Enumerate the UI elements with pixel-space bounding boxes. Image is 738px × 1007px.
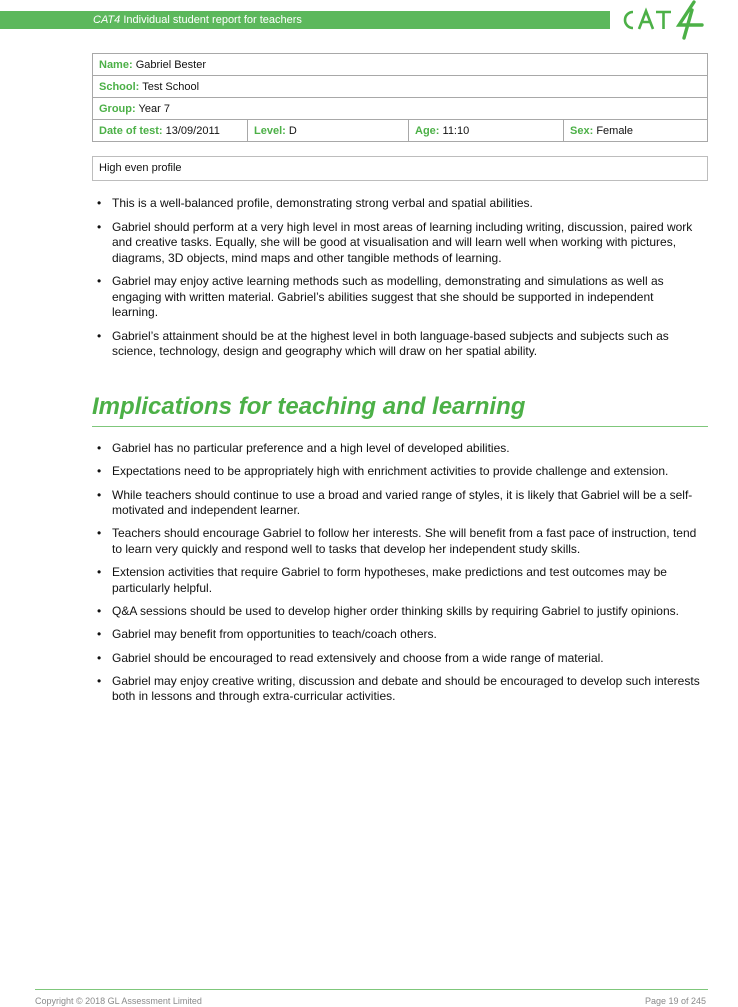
group-cell: [93, 98, 708, 120]
list-item: • Gabriel may enjoy creative writing, discussion and debate and should be encouraged to develop such interests both in lessons and through extra-curricular activities.: [92, 674, 702, 705]
heading-divider: [92, 426, 708, 427]
list-item: • Gabriel may enjoy active learning methods such as modelling, demonstrating and simulations as well as engaging with written material. Gabriel’s abilities suggest that she should be supported in independent learning.: [92, 274, 702, 321]
school-cell: [93, 76, 708, 98]
name-label: Name:: [99, 58, 133, 71]
header-bar: [0, 11, 610, 29]
list-item: • Teachers should encourage Gabriel to follow her interests. She will benefit from a fast pace of instruction, tend to learn very quickly and respond well to tasks that develop her independent study skills.: [92, 526, 702, 557]
date-value: 13/09/2011: [165, 124, 220, 137]
name-row: [93, 54, 708, 76]
list-item: • Gabriel may benefit from opportunities to teach/coach others.: [92, 627, 702, 643]
list-item: • Q&A sessions should be used to develop higher order thinking skills by requiring Gabriel to justify opinions.: [92, 604, 702, 620]
sex-value: Female: [596, 124, 633, 137]
section-heading: Implications for teaching and learning: [92, 393, 526, 420]
list-item: • Gabriel should perform at a very high level in most areas of learning including writing, discussion, paired work and creative tasks. Equally, she will be good at visualisation and will learn well when working with pictures, diagrams, 3D objects, mind maps and other tangible methods of learning.: [92, 220, 702, 267]
date-cell: [93, 120, 248, 142]
age-value: 11:10: [442, 124, 470, 137]
list-item: • Extension activities that require Gabriel to form hypotheses, make predictions and test outcomes may be particularly helpful.: [92, 565, 702, 596]
list-item: • Gabriel should be encouraged to read extensively and choose from a wide range of material.: [92, 651, 702, 667]
page-number: Page 19 of 245: [644, 996, 706, 1006]
age-cell: [409, 120, 564, 142]
school-value: Test School: [142, 80, 200, 93]
list-item: • Gabriel’s attainment should be at the highest level in both language-based subjects and subjects such as science, technology, design and geography which will draw on her spatial ability.: [92, 329, 702, 360]
report-title-cat4: CAT4: [93, 14, 121, 26]
school-label: School:: [99, 80, 140, 93]
student-info-table: [92, 53, 708, 142]
age-label: Age:: [415, 124, 440, 137]
group-label: Group:: [99, 102, 136, 115]
date-label: Date of test:: [99, 124, 163, 137]
list-item: • While teachers should continue to use a broad and varied range of styles, it is likely that Gabriel will be a self-motivated and independent learner.: [92, 488, 702, 519]
implications-bullet-list: [92, 441, 702, 713]
report-title: [93, 12, 302, 28]
copyright-text: Copyright © 2018 GL Assessment Limited: [35, 996, 202, 1006]
group-value: Year 7: [138, 102, 170, 115]
cat4-logo: [616, 0, 708, 40]
sex-label: Sex:: [570, 124, 594, 137]
profile-bullet-list: [92, 196, 702, 368]
details-row: [93, 120, 708, 142]
profile-type-box: High even profile: [92, 156, 708, 181]
report-title-rest: Individual student report for teachers: [120, 14, 302, 26]
footer-divider: [35, 989, 708, 990]
level-cell: [248, 120, 409, 142]
list-item: • Expectations need to be appropriately high with enrichment activities to provide challenge and extension.: [92, 464, 702, 480]
level-value: D: [288, 124, 297, 137]
name-value: Gabriel Bester: [135, 58, 206, 71]
level-label: Level:: [254, 124, 286, 137]
sex-cell: [564, 120, 708, 142]
name-cell: [93, 54, 708, 76]
group-row: [93, 98, 708, 120]
school-row: [93, 76, 708, 98]
list-item: • Gabriel has no particular preference and a high level of developed abilities.: [92, 441, 702, 457]
list-item: • This is a well-balanced profile, demonstrating strong verbal and spatial abilities.: [92, 196, 702, 212]
